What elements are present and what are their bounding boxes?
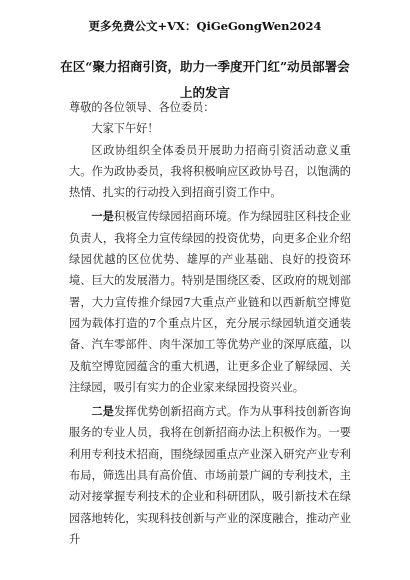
document-title: 在区“聚力招商引资，助力一季度开门红”动员部署会上的发言 — [60, 59, 350, 100]
salutation: 尊敬的各位领导、各位委员： — [69, 101, 215, 114]
paragraph-lead: 一是 — [91, 209, 114, 224]
paragraph-text: 积极宣传绿园招商环境。作为绿园驻区科技企业负责人，我将全力宣传绿园的投资优势，向更多企业介绍绿园优越的区位优势、雄厚的产业基础、良好的投资环境、巨大的发展潜力。特别是围绕区委、区政府的规划部署，大力宣传推介绿园7大重点产业链和以西新航空博览园为载体打造的7个重点片区，充分展示绿园轨道交通装备、汽车零部件、肉牛深加工等优势产业的深厚底蕴，以及航空博览园蕴含的重大机遇，让更多企业了解绿园、关注绿园，吸引有实力的企业家来绿园投资兴业。 — [69, 210, 351, 394]
paragraph-text: 区政协组织全体委员开展助力招商引资活动意义重大。作为政协委员，我将积极响应区政协号召，以饱满的热情、扎实的行动投入到招商引资工作中。 — [69, 143, 351, 200]
page-header: 更多免费公文+VX：QiGeGongWen2024 — [88, 19, 322, 33]
paragraph-point-one — [69, 206, 351, 398]
greeting: 大家下午好！ — [91, 122, 159, 136]
paragraph-lead: 二是 — [91, 404, 114, 419]
document-body — [69, 97, 351, 550]
paragraph-point-two — [69, 401, 351, 550]
paragraph-intro — [69, 140, 351, 204]
paragraph-text: 发挥优势创新招商方式。作为从事科技创新咨询服务的专业人员，我将在创新招商办法上积极作为。一要利用专利技术招商，围绕绿园重点产业深入研究产业专利布局，筛选出具有高价值、市场前景广阔的专利技术，主动对接掌握专利技术的企业和科研团队，吸引新技术在绿园落地转化，实现科技创新与产业的深度融合，推动产业升 — [69, 405, 351, 546]
